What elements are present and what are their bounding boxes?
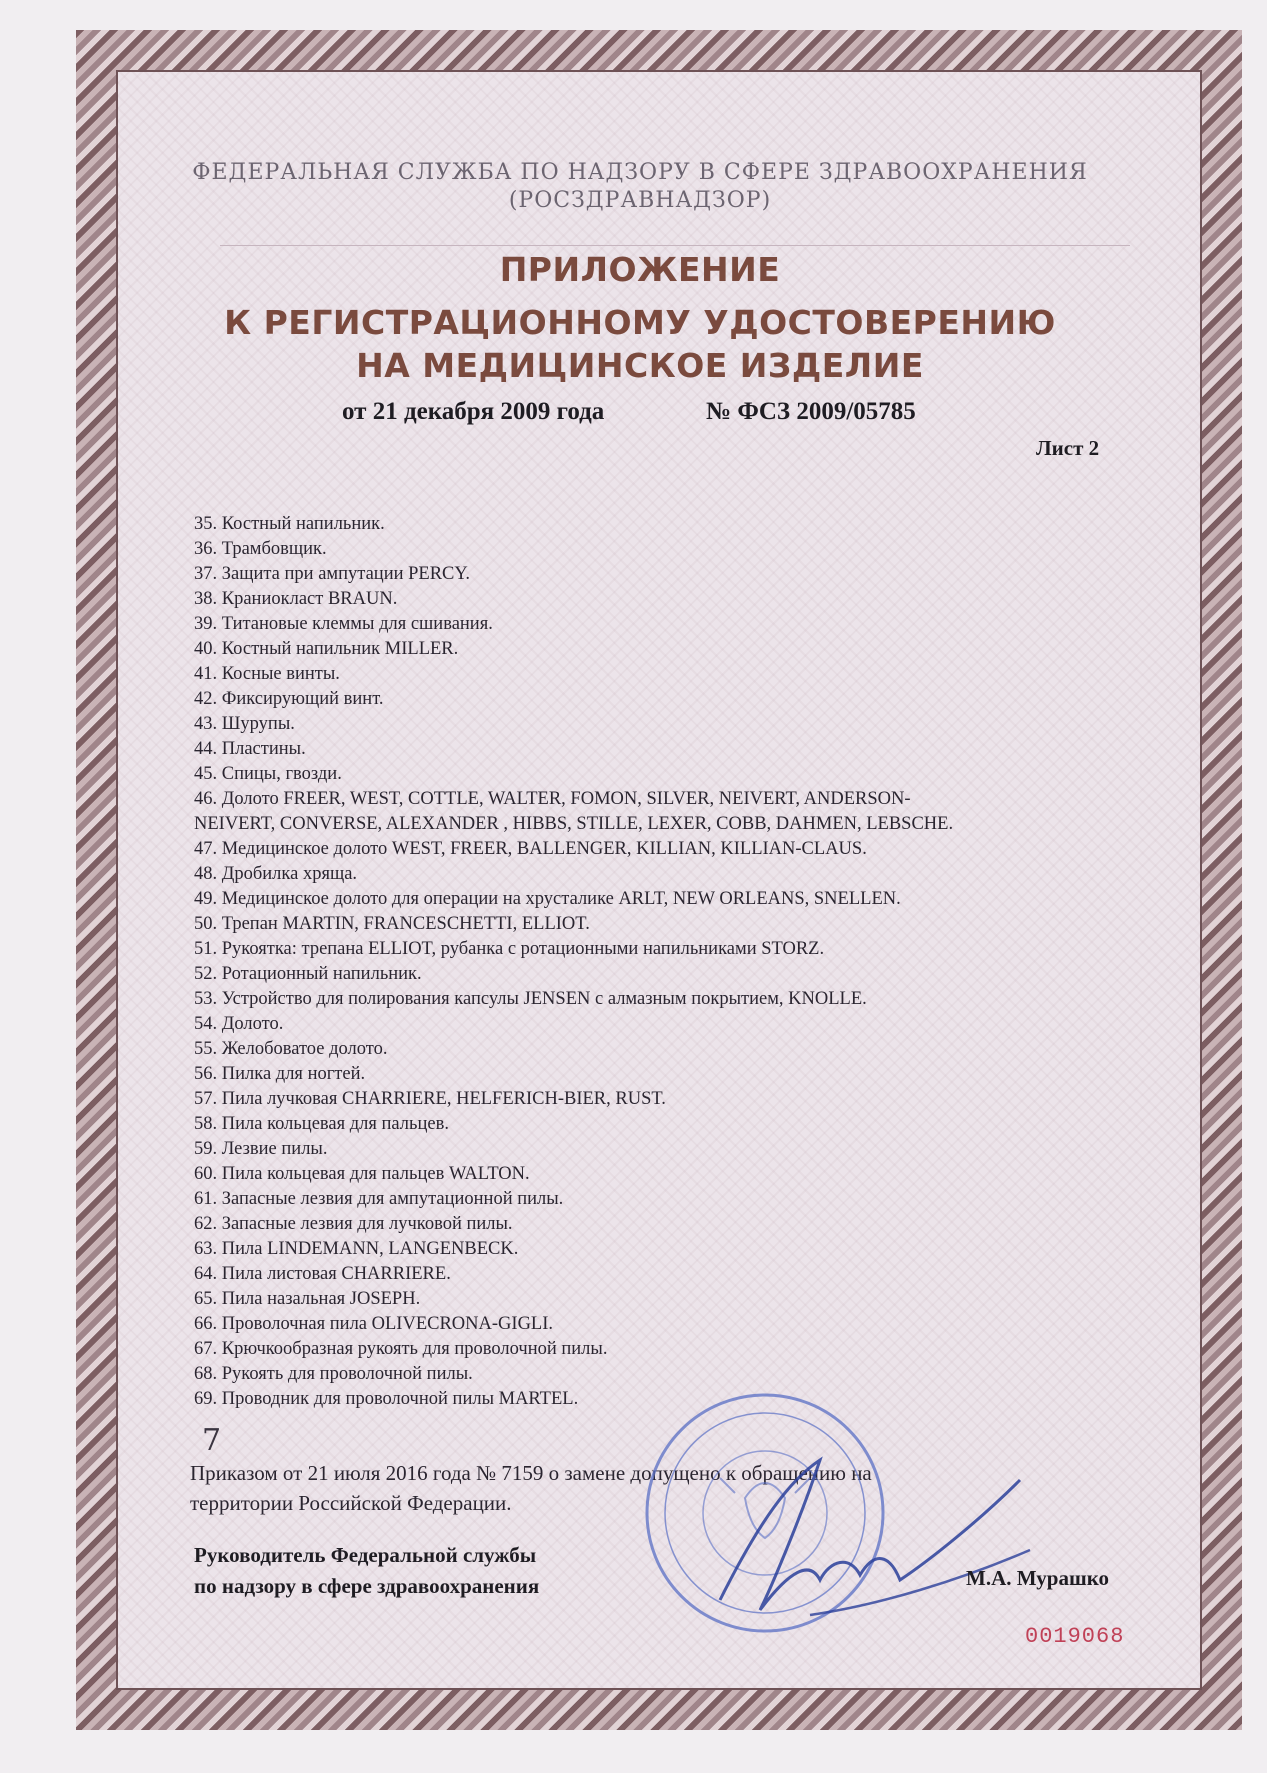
list-item: 53. Устройство для полирования капсулы JENSEN с алмазным покрытием, KNOLLE. — [194, 989, 867, 1009]
agency-name: ФЕДЕРАЛЬНАЯ СЛУЖБА ПО НАДЗОРУ В СФЕРЕ ЗДРАВООХРАНЕНИЯ — [192, 160, 1088, 185]
list-item: 49. Медицинское долото для операции на хрусталике ARLT, NEW ORLEANS, SNELLEN. — [194, 889, 901, 909]
list-item: 47. Медицинское долото WEST, FREER, BALLENGER, KILLIAN, KILLIAN-CLAUS. — [194, 839, 867, 859]
list-item: 46. Долото FREER, WEST, COTTLE, WALTER, FOMON, SILVER, NEIVERT, ANDERSON- — [194, 789, 911, 809]
document-subtitle-2: НА МЕДИЦИНСКОЕ ИЗДЕЛИЕ — [356, 346, 924, 385]
list-item: 52. Ротационный напильник. — [194, 964, 422, 984]
svg-text:7: 7 — [202, 1423, 222, 1458]
list-item: 57. Пила лучковая CHARRIERE, HELFERICH-BIER, RUST. — [194, 1089, 666, 1109]
list-item: 43. Шурупы. — [194, 714, 295, 734]
sheet-number: Лист 2 — [1036, 436, 1100, 460]
list-item: 59. Лезвие пилы. — [194, 1139, 328, 1159]
serial-number: 0019068 — [1025, 1624, 1125, 1649]
list-item: 40. Костный напильник MILLER. — [194, 639, 459, 659]
divider — [220, 245, 1130, 246]
list-item: 50. Трепан MARTIN, FRANCESCHETTI, ELLIOT. — [194, 914, 590, 934]
list-item: 41. Косные винты. — [194, 664, 340, 684]
list-item: 65. Пила назальная JOSEPH. — [194, 1289, 421, 1309]
list-item: 42. Фиксирующий винт. — [194, 689, 384, 709]
list-item: 38. Краниокласт BRAUN. — [194, 589, 398, 609]
certificate-number: № ФСЗ 2009/05785 — [706, 398, 916, 425]
list-item: 64. Пила листовая CHARRIERE. — [194, 1264, 451, 1284]
issue-date: от 21 декабря 2009 года — [342, 398, 605, 425]
list-item: 45. Спицы, гвозди. — [194, 764, 342, 784]
list-item: 62. Запасные лезвия для лучковой пилы. — [194, 1214, 513, 1234]
order-line: территории Российской Федерации. — [190, 1491, 512, 1515]
signatory-title-line: Руководитель Федеральной службы — [194, 1543, 537, 1567]
list-item: 44. Пластины. — [194, 739, 306, 759]
list-item: 36. Трамбовщик. — [194, 539, 327, 559]
list-item: 58. Пила кольцевая для пальцев. — [194, 1114, 449, 1134]
list-item: 68. Рукоять для проволочной пилы. — [194, 1364, 473, 1384]
list-item: 35. Костный напильник. — [194, 514, 385, 534]
agency-abbreviation: (РОСЗДРАВНАДЗОР) — [508, 188, 772, 213]
signatory-title — [194, 1540, 654, 1602]
list-item: 39. Титановые клеммы для сшивания. — [194, 614, 493, 634]
list-item: NEIVERT, CONVERSE, ALEXANDER , HIBBS, STILLE, LEXER, COBB, DAHMEN, LEBSCHE. — [194, 814, 954, 834]
list-item: 54. Долото. — [194, 1014, 284, 1034]
list-item: 56. Пилка для ногтей. — [194, 1064, 366, 1084]
order-line: Приказом от 21 июля 2016 года № 7159 о замене допущено к обращению на — [190, 1461, 872, 1485]
signature — [700, 1440, 1040, 1640]
list-item: 55. Желобоватое долото. — [194, 1039, 388, 1059]
signer-name: М.А. Мурашко — [966, 1566, 1110, 1590]
list-item: 66. Проволочная пила OLIVECRONA-GIGLI. — [194, 1314, 554, 1334]
signatory-title-line: по надзору в сфере здравоохранения — [194, 1574, 540, 1598]
list-item: 51. Рукоятка: трепана ELLIOT, рубанка с ротационными напильниками STORZ. — [194, 939, 825, 959]
document-subtitle-1: К РЕГИСТРАЦИОННОМУ УДОСТОВЕРЕНИЮ — [224, 303, 1056, 342]
list-item: 37. Защита при ампутации PERCY. — [194, 564, 470, 584]
list-item: 69. Проводник для проволочной пилы MARTEL. — [194, 1389, 579, 1409]
document-title: ПРИЛОЖЕНИЕ — [499, 250, 781, 289]
list-item: 61. Запасные лезвия для ампутационной пилы. — [194, 1189, 564, 1209]
item-list — [194, 512, 1114, 1412]
list-item: 67. Крючкообразная рукоять для проволочной пилы. — [194, 1339, 608, 1359]
list-item: 60. Пила кольцевая для пальцев WALTON. — [194, 1164, 530, 1184]
list-item: 63. Пила LINDEMANN, LANGENBECK. — [194, 1239, 519, 1259]
handwritten-mark — [196, 1418, 236, 1458]
list-item: 48. Дробилка хряща. — [194, 864, 358, 884]
